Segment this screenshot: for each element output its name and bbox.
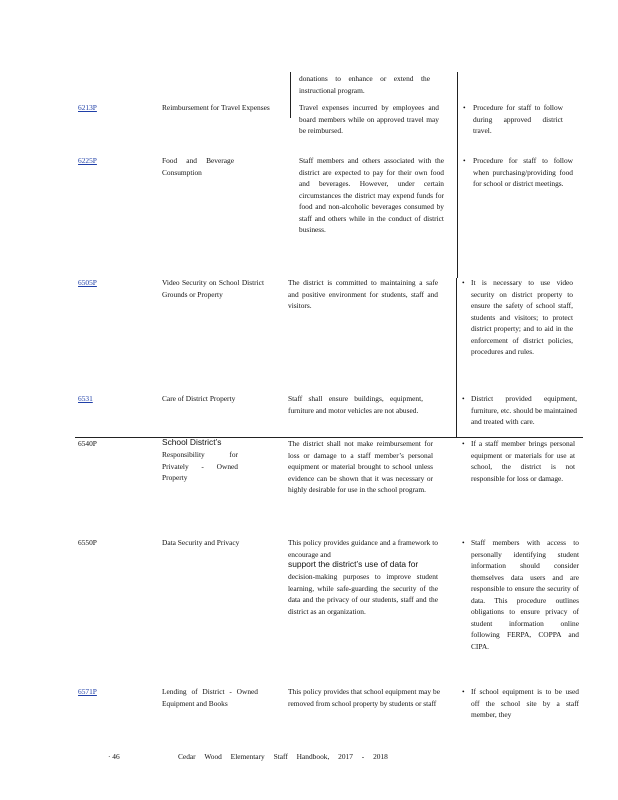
row-notes: Procedure for staff to follow when purchasing/providing food for school or district meetings. (473, 156, 573, 188)
bullet: • (462, 439, 465, 448)
row-description: This policy provides that school equipment may be removed from school property by students or staff (288, 687, 440, 708)
row-description: Staff members and others associated with the district are expected to pay for their own food and beverages. However, under certain circumstances the district may expend funds for food and non-alcoholic beverages consumed by staff and others while in the conduct of district business. (299, 156, 444, 234)
row-title: Lending of District - Owned Equipment and Books (162, 687, 258, 708)
bullet: • (462, 687, 465, 696)
row-notes: Staff members with access to personally identifying student information should consider themselves data users and are responsible to ensure the security of data. This procedure outlines obligations to ensure privacy of student information online following FERPA, COPPA and CIPA. (471, 538, 579, 651)
policy-code-link[interactable]: 6531 (78, 394, 93, 403)
row-notes: If school equipment is to be used off the school site by a staff member, they (471, 687, 579, 719)
row-title: Responsibility for Privately - Owned Property (162, 450, 238, 482)
policy-code-link[interactable]: 6505P (78, 278, 97, 287)
policy-code: 6540P (78, 439, 97, 448)
row-title: Care of District Property (162, 394, 236, 403)
row-title: Food and Beverage Consumption (162, 156, 234, 177)
bullet: • (462, 538, 465, 547)
row-notes: It is necessary to use video security on district property to ensure the safety of school staff, students and visitors; to protect district property; and to aid in the enforcement of district policies, procedures and rules. (471, 278, 573, 356)
column-divider (457, 72, 458, 278)
row-notes: District provided equipment, furniture, etc. should be maintained and treated with care. (471, 394, 577, 426)
policy-code: 6550P (78, 538, 97, 547)
bullet: • (463, 103, 466, 112)
row-title-heading: School District’s (162, 437, 222, 447)
row-description: decision-making purposes to improve student learning, while safe-guarding the security of the data and the privacy of our students, staff and the district as an organization. (288, 572, 438, 616)
row-notes: If a staff member brings personal equipment or materials for use at school, the district is not responsible for loss or damage. (471, 439, 575, 483)
column-divider (290, 98, 291, 118)
row-description: This policy provides guidance and a framework to encourage and (288, 538, 438, 559)
policy-code-link[interactable]: 6213P (78, 103, 97, 112)
bullet: • (462, 394, 465, 403)
row-description-emphasis: support the district’s use of data for (288, 559, 419, 569)
row-notes: Procedure for staff to follow during approved district travel. (473, 103, 563, 135)
row-title: Data Security and Privacy (162, 538, 240, 547)
page-number: · 46 (108, 752, 120, 761)
row-title: Video Security on School District Grounds or Property (162, 278, 264, 299)
column-divider (456, 278, 457, 437)
row-description: donations to enhance or extend the instructional program. (299, 74, 430, 95)
policy-code-link[interactable]: 6225P (78, 156, 97, 165)
bullet: • (462, 278, 465, 287)
row-title: Reimbursement for Travel Expenses (162, 103, 270, 112)
footer-text: Cedar Wood Elementary Staff Handbook, 2017 - 2018 (178, 752, 388, 761)
row-description: The district is committed to maintaining a safe and positive environment for students, staff and visitors. (288, 278, 438, 310)
row-description: Staff shall ensure buildings, equipment, furniture and motor vehicles are not abused. (288, 394, 423, 415)
row-description: The district shall not make reimbursement for loss or damage to a staff member’s personal equipment or material brought to school unless evidence can be shown that it was necessary or highly desirable for use in the school program. (288, 439, 433, 494)
policy-code-link[interactable]: 6571P (78, 687, 97, 696)
bullet: • (463, 156, 466, 165)
column-divider (290, 72, 291, 98)
row-description: Travel expenses incurred by employees and board members while on approved travel may be reimbursed. (299, 103, 439, 135)
